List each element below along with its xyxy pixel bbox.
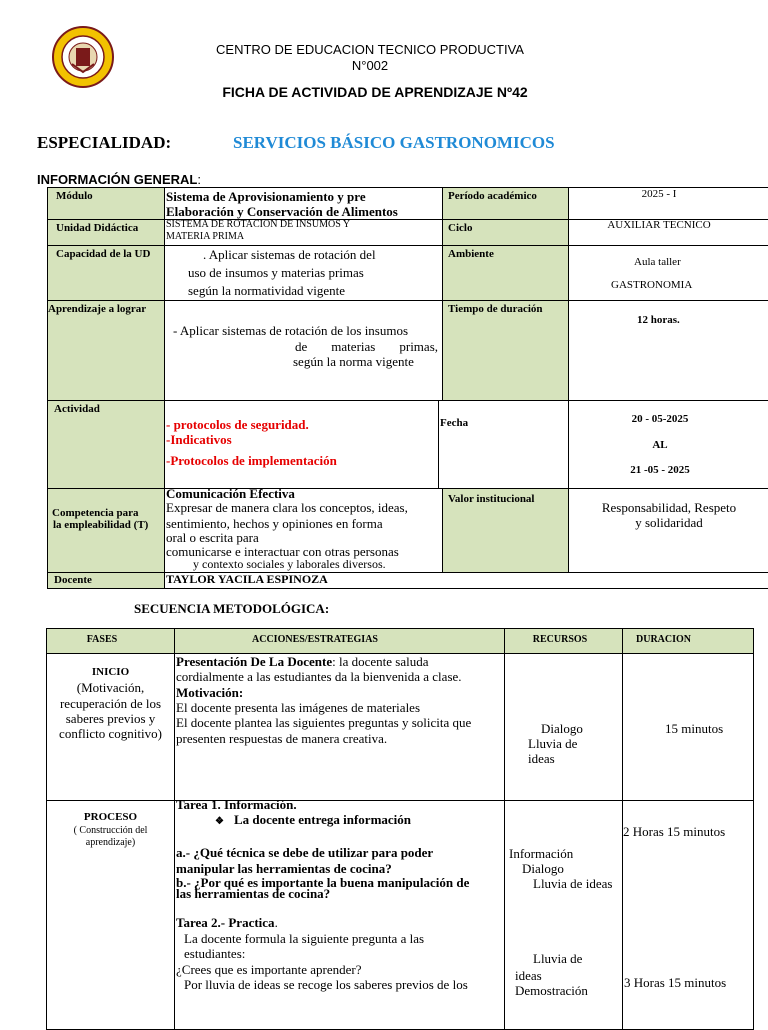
row-inicio-duration: 15 minutos [622, 653, 754, 801]
competencia-label-cell: Competencia para la empleabilidad (T) [47, 488, 165, 573]
unidad-label-cell: Unidad Didáctica [47, 219, 165, 246]
row-inicio-resources: Dialogo Lluvia de ideas [504, 653, 623, 801]
aprendizaje-value-cell: - Aplicar sistemas de rotación de los insumos de materias primas, según la norma vigente [164, 300, 443, 401]
actividad-value-cell: - protocolos de seguridad. -Indicativos -Protocolos de implementación [164, 400, 439, 489]
diamond-bullet-icon: ❖ [215, 816, 224, 827]
ciclo-label-cell: Ciclo [442, 219, 569, 246]
task-bullet: ❖ La docente entrega información [215, 812, 412, 827]
capacidad-label-cell: Capacidad de la UD [47, 245, 165, 301]
sheet-title: FICHA DE ACTIVIDAD DE APRENDIZAJE Nº42 [222, 84, 528, 100]
row-proceso-actions: Tarea 1. Información. ❖ La docente entrega información a.- ¿Qué técnica se debe de utilizar para poder manipular las herramientas de cocina? b.- ¿Por qué es importante la buena manipulación de las herramientas de cocina? Tarea 2.- Practica. La docente formula la siguiente pregunta a las estudiantes: ¿Crees que es importante aprender? Por lluvia de ideas se recoge los saberes previos de los [174, 800, 505, 1030]
fecha-value-cell: 20 - 05-2025 AL 21 -05 - 2025 [568, 400, 768, 489]
competencia-value-cell: Comunicación Efectiva Expresar de manera clara los conceptos, ideas, sentimiento, hechos y opiniones en forma oral o escrita para comunicarse e interactuar con otras personas y contexto sociales y laborales diversos. [164, 488, 443, 573]
general-info-heading: INFORMACIÓN GENERAL: [37, 172, 201, 187]
col-header-acciones: ACCIONES/ESTRATEGIAS [174, 628, 505, 654]
specialty-label: ESPECIALIDAD: [37, 133, 172, 152]
institution-logo [52, 26, 114, 88]
institution-number: N°002 [351, 58, 389, 73]
tiempo-label-cell: Tiempo de duración [442, 300, 569, 401]
capacidad-value-cell: . Aplicar sistemas de rotación del uso de insumos y materias primas según la normatividad vigente [164, 245, 443, 301]
valor-label-cell: Valor institucional [442, 488, 569, 573]
row-proceso-phase: PROCESO ( Construcción del aprendizaje) [46, 800, 175, 1030]
col-header-duracion: DURACION [622, 628, 754, 654]
ambiente-label-cell: Ambiente [442, 245, 569, 301]
ambiente-value-cell: Aula taller GASTRONOMIA [568, 245, 768, 301]
docente-label-cell: Docente [47, 572, 165, 589]
actividad-label-cell: Actividad [47, 400, 165, 489]
periodo-value-cell: 2025 - I [568, 187, 768, 220]
col-header-recursos: RECURSOS [504, 628, 623, 654]
unidad-value-cell: SISTEMA DE ROTACION DE INSUMOS Y MATERIA PRIMA [164, 219, 443, 246]
row-inicio-actions: Presentación De La Docente: la docente saluda cordialmente a las estudiantes da la bienvenida a clase. Motivación: El docente presenta las imágenes de materiales El docente plantea las siguientes preguntas y solicita que presenten respuestas de manera creativa. [174, 653, 505, 801]
specialty-value: SERVICIOS BÁSICO GASTRONOMICOS [233, 133, 555, 152]
fecha-label-cell: Fecha [438, 400, 569, 489]
modulo-value-cell: Sistema de Aprovisionamiento y pre Elaboración y Conservación de Alimentos [164, 187, 443, 220]
tiempo-value-cell: 12 horas. [568, 300, 768, 401]
ciclo-value-cell: AUXILIAR TECNICO [568, 219, 768, 246]
valor-value-cell: Responsabilidad, Respeto y solidaridad [568, 488, 768, 573]
periodo-label-cell: Período académico [442, 187, 569, 220]
row-proceso-duration: 2 Horas 15 minutos 3 Horas 15 minutos [622, 800, 754, 1030]
col-header-fases: FASES [46, 628, 175, 654]
modulo-label-cell: Módulo [47, 187, 165, 220]
institution-name: CENTRO DE EDUCACION TECNICO PRODUCTIVA [216, 42, 524, 57]
row-inicio-phase: INICIO (Motivación, recuperación de los saberes previos y conflicto cognitivo) [46, 653, 175, 801]
row-proceso-resources: Información Dialogo Lluvia de ideas Lluvia de ideas Demostración [504, 800, 623, 1030]
aprendizaje-label-cell: Aprendizaje a lograr [47, 300, 165, 401]
sequence-heading: SECUENCIA METODOLÓGICA: [134, 601, 330, 616]
docente-value-cell: TAYLOR YACILA ESPINOZA [164, 572, 768, 589]
